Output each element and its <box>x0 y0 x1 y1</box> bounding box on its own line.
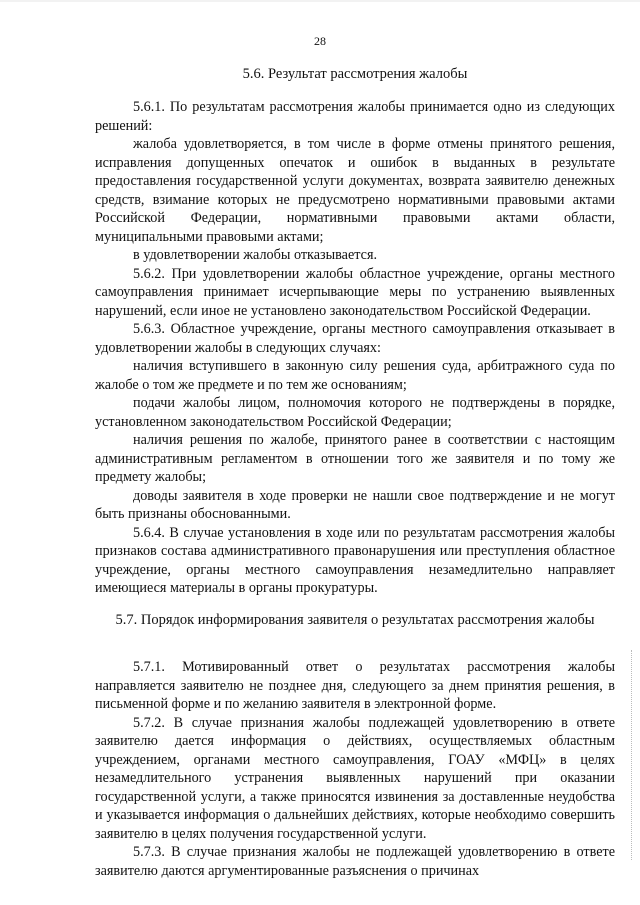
paragraph-5-6-3: 5.6.3. Областное учреждение, органы местного самоуправления отказывает в удовлетворении жалобы в следующих случаях: <box>95 321 615 356</box>
paragraph-5-7-1: 5.7.1. Мотивированный ответ о результатах рассмотрения жалобы направляется заявителю не позднее дня, следующего за днем принятия решения, в письменной форме и по желанию заявителя в электронной форме. <box>95 659 615 712</box>
section-heading-5-6: 5.6. Результат рассмотрения жалобы <box>242 66 468 82</box>
paragraph-5-6-2: 5.6.2. При удовлетворении жалобы областное учреждение, органы местного самоуправления принимает исчерпывающие меры по устранению выявленных нарушений, если иное не установлено законодательством Российской Федерации. <box>95 265 615 319</box>
section-body-5-6 <box>95 98 615 598</box>
refusal-case-prior-decision: наличия решения по жалобе, принятого ранее в соответствии с настоящим административным регламентом в отношении того же заявителя и по тому же предмету жалобы; <box>95 432 615 485</box>
paragraph-5-6-4: 5.6.4. В случае установления в ходе или по результатам рассмотрения жалобы признаков состава административного правонарушения или преступления областное учреждение, органы местного самоуправления незамедлительно направляет имеющиеся материалы в органы прокуратуры. <box>95 524 615 596</box>
decision-refused: в удовлетворении жалобы отказывается. <box>133 247 378 263</box>
paragraph-5-7-3: 5.7.3. В случае признания жалобы не подлежащей удовлетворению в ответе заявителю даются аргументированные разъяснения о причинах <box>95 844 615 879</box>
page-number: 28 <box>314 34 326 48</box>
scan-margin-mark <box>631 650 638 860</box>
refusal-case-unfounded: доводы заявителя в ходе проверки не нашли свое подтверждение и не могут быть признаны обоснованными. <box>95 487 615 522</box>
paragraph-5-7-2: 5.7.2. В случае признания жалобы подлежащей удовлетворению в ответе заявителю дается информация о действиях, осуществляемых областным учреждением, органами местного самоуправления, ГОАУ «МФЦ» в целях незамедлительного устранения выявленных нарушений при оказании государственной услуги, а также приносятся извинения за доставленные неудобства и указывается информация о дальнейших действиях, которые необходимо совершить заявителю в целях получения государственной услуги. <box>95 714 615 842</box>
refusal-case-court: наличия вступившего в законную силу решения суда, арбитражного суда по жалобе о том же предмете и по тем же основаниям; <box>95 358 615 393</box>
section-heading-5-7: 5.7. Порядок информирования заявителя о результатах рассмотрения жалобы <box>115 612 595 628</box>
refusal-case-authority: подачи жалобы лицом, полномочия которого не подтверждены в порядке, установленном законодательством Российской Федерации; <box>95 395 615 430</box>
paragraph-5-6-1: 5.6.1. По результатам рассмотрения жалобы принимается одно из следующих решений: <box>95 99 615 134</box>
scan-edge <box>0 0 640 2</box>
decision-satisfied: жалоба удовлетворяется, в том числе в форме отмены принятого решения, исправления допущенных опечаток и ошибок в выданных в результате предоставления государственной услуги документах, возврата заявителю денежных средств, взимание которых не предусмотрено нормативными правовыми актами Российской Федерации, нормативными правовыми актами области, муниципальными правовыми актами; <box>95 136 615 245</box>
section-body-5-7 <box>95 658 615 880</box>
